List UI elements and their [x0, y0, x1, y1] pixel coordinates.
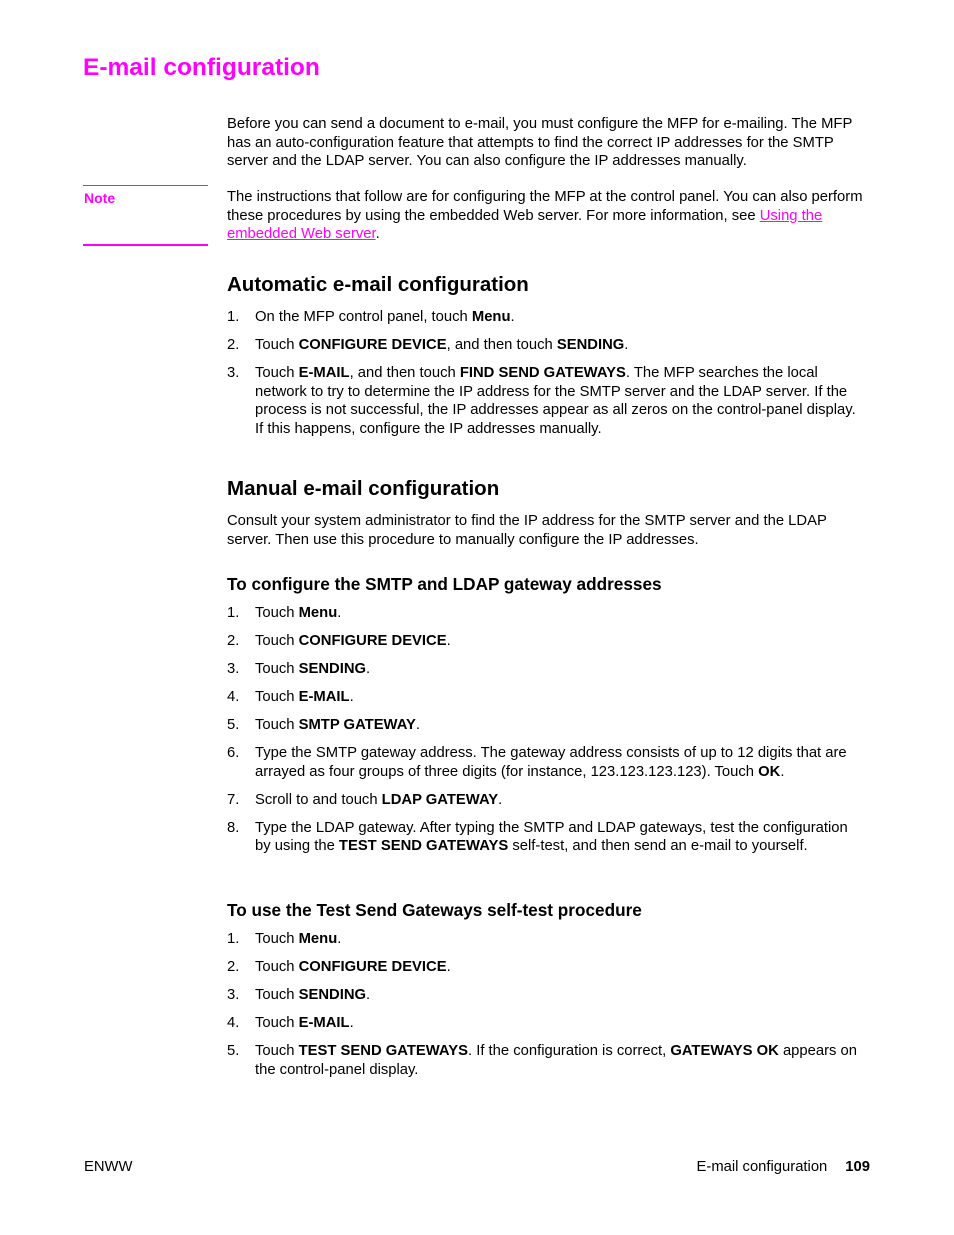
step-number: 1. — [227, 309, 240, 325]
step-text: . — [415, 717, 421, 733]
step-text: . — [349, 1015, 354, 1031]
step-text: . — [366, 987, 371, 1003]
step-text: Touch — [255, 1015, 299, 1031]
step-number: 4. — [227, 1015, 240, 1031]
step-text: Touch — [255, 1043, 299, 1059]
page-number: 109 — [845, 1159, 870, 1175]
step-number: 8. — [227, 819, 240, 836]
list-item — [227, 688, 867, 707]
step-text: appears on the control-panel display. — [255, 1043, 857, 1078]
step-number: 7. — [227, 791, 240, 808]
list-item — [227, 716, 867, 735]
step-number: 4. — [227, 689, 240, 705]
note-top-rule — [83, 185, 208, 186]
step-command: E-MAIL — [298, 689, 350, 705]
step-text: Touch — [255, 633, 299, 649]
list-item — [227, 632, 867, 651]
step-number: 3. — [227, 987, 240, 1003]
smtp-steps-list — [227, 604, 867, 865]
list-item — [227, 819, 867, 856]
list-item — [227, 1042, 867, 1079]
step-text: , and then touch — [349, 365, 460, 381]
section-heading-automatic: Automatic e-mail configuration — [227, 273, 529, 296]
list-item — [227, 364, 867, 439]
step-text: Touch — [255, 931, 299, 947]
step-text: . If the configuration is correct, — [467, 1043, 671, 1059]
step-number: 1. — [227, 605, 240, 621]
step-command: SENDING — [556, 337, 625, 353]
step-command: GATEWAYS OK — [670, 1043, 779, 1059]
note-text — [227, 188, 867, 244]
footer-left-label: ENWW — [84, 1159, 133, 1175]
step-text: . — [780, 763, 785, 780]
page-title: E-mail configuration — [83, 54, 320, 81]
step-command: LDAP GATEWAY — [381, 791, 499, 808]
step-number: 5. — [227, 717, 240, 733]
list-item — [227, 308, 867, 327]
step-number: 3. — [227, 661, 240, 677]
step-text: Touch — [255, 987, 299, 1003]
step-command: Menu — [298, 931, 338, 947]
step-text: self-test, and then send an e-mail to yourself. — [508, 838, 808, 855]
intro-paragraph: Before you can send a document to e-mail, you must configure the MFP for e-mailing. The MFP has an auto-configuration feature that attempts to find the correct IP addresses for the SMTP server and the LDAP server. You can also configure the IP addresses manually. — [227, 116, 853, 169]
step-number: 6. — [227, 745, 240, 761]
step-text: . — [446, 633, 451, 649]
step-number: 1. — [227, 931, 240, 947]
step-number: 2. — [227, 959, 240, 975]
step-command: TEST SEND GATEWAYS — [298, 1043, 468, 1059]
list-item — [227, 958, 867, 977]
step-text: On the MFP control panel, touch — [255, 309, 472, 325]
note-bottom-rule — [83, 244, 208, 246]
step-text: . — [337, 931, 342, 947]
step-text: Touch — [255, 661, 299, 677]
manual-intro-paragraph: Consult your system administrator to find the IP address for the SMTP server and the LDAP server. Then use this procedure to manually configure the IP addresses. — [227, 513, 827, 548]
list-item — [227, 336, 867, 355]
step-command: OK — [758, 763, 781, 780]
step-command: Menu — [471, 309, 511, 325]
step-text: . — [498, 791, 503, 808]
step-text: Touch — [255, 689, 299, 705]
step-command: SENDING — [298, 661, 367, 677]
footer-section-name: E-mail configuration — [696, 1159, 828, 1175]
step-command: E-MAIL — [298, 1015, 350, 1031]
step-text: Type the LDAP gateway. After typing the SMTP and LDAP gateways, test the configuration by using the — [255, 819, 848, 855]
section-heading-manual: Manual e-mail configuration — [227, 477, 500, 500]
list-item — [227, 791, 867, 810]
step-text: . — [446, 959, 451, 975]
list-item — [227, 986, 867, 1005]
step-number: 2. — [227, 337, 240, 353]
list-item — [227, 604, 867, 623]
footer-right — [697, 1158, 870, 1176]
step-command: SENDING — [298, 987, 367, 1003]
test-steps-list — [227, 930, 867, 1089]
step-text: . — [366, 661, 371, 677]
list-item — [227, 744, 867, 781]
step-text: , and then touch — [446, 337, 557, 353]
step-command: CONFIGURE DEVICE — [298, 633, 447, 649]
step-text: . — [349, 689, 354, 705]
step-number: 5. — [227, 1043, 240, 1059]
subheading-smtp-ldap: To configure the SMTP and LDAP gateway addresses — [227, 574, 662, 594]
step-command: TEST SEND GATEWAYS — [338, 838, 509, 855]
embedded-web-server-link[interactable]: Using the embedded Web server — [227, 207, 823, 242]
step-number: 3. — [227, 365, 240, 381]
step-command: CONFIGURE DEVICE — [298, 337, 447, 353]
step-text: Touch — [255, 959, 299, 975]
step-text: Touch — [255, 717, 299, 733]
list-item — [227, 1014, 867, 1033]
step-text: Touch — [255, 605, 299, 621]
note-body: The instructions that follow are for configuring the MFP at the control panel. You can also perform these procedures by using the embedded Web server. For more information, see — [227, 189, 863, 224]
note-label: Note — [84, 190, 116, 206]
step-text: Type the SMTP gateway address. The gateway address consists of up to 12 digits that are arrayed as four groups of three digits (for instance, 123.123.123.123). Touch — [255, 745, 847, 780]
list-item — [227, 930, 867, 949]
step-text: . — [337, 605, 342, 621]
automatic-steps-list — [227, 308, 867, 448]
step-text: Touch — [255, 365, 299, 381]
step-number: 2. — [227, 633, 240, 649]
subheading-test-send-gateways: To use the Test Send Gateways self-test procedure — [227, 900, 642, 920]
list-item — [227, 660, 867, 679]
step-text: Touch — [255, 337, 299, 353]
step-text: . — [624, 337, 629, 353]
step-command: FIND SEND GATEWAYS — [459, 365, 626, 381]
step-command: SMTP GATEWAY — [298, 717, 416, 733]
step-command: Menu — [298, 605, 338, 621]
step-command: E-MAIL — [298, 365, 350, 381]
step-text: . — [510, 309, 515, 325]
step-text: . The MFP searches the local network to try to determine the IP address for the SMTP server and the LDAP server. If the process is not successful, the IP addresses appear as all zeros on the control-panel display. If this happens, configure the IP addresses manually. — [255, 365, 856, 438]
step-command: CONFIGURE DEVICE — [298, 959, 447, 975]
note-tail: . — [375, 226, 380, 242]
step-text: Scroll to and touch — [255, 791, 382, 808]
